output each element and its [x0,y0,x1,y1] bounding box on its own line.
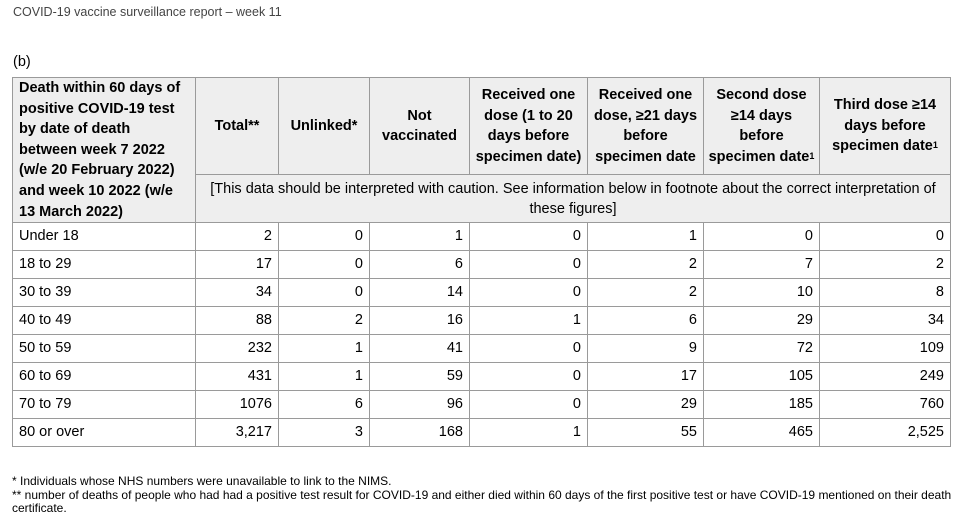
column-header-one-dose-1-20: Received one dose (1 to 20 days before specimen date) [470,78,588,175]
footnote-unlinked: * Individuals whose NHS numbers were unavailable to link to the NIMS. [12,474,392,488]
value-cell: 3,217 [196,419,279,447]
value-cell: 41 [370,335,470,363]
not-vaccinated-label: Not vaccinated [382,107,457,145]
column-header-total: Total** [196,78,279,175]
value-cell: 185 [704,391,820,419]
age-group-cell: 18 to 29 [13,251,196,279]
column-header-second-dose [704,78,820,175]
column-header-not-vaccinated [370,78,470,175]
value-cell: 1 [370,223,470,251]
table-row [13,279,951,307]
value-cell: 34 [820,307,951,335]
value-cell: 0 [279,279,370,307]
row-header-description: Death within 60 days of positive COVID-19 test by date of death between week 7 2022 (w/e 20 February 2022) and week 10 2022 (w/e 13 March 2022) [13,78,196,223]
value-cell: 1 [279,335,370,363]
value-cell: 760 [820,391,951,419]
value-cell: 72 [704,335,820,363]
value-cell: 10 [704,279,820,307]
value-cell: 88 [196,307,279,335]
value-cell: 34 [196,279,279,307]
value-cell: 2 [588,251,704,279]
value-cell: 6 [370,251,470,279]
value-cell: 109 [820,335,951,363]
table-row [13,391,951,419]
column-header-row [13,78,951,175]
value-cell: 29 [588,391,704,419]
age-group-cell: 40 to 49 [13,307,196,335]
value-cell: 0 [470,223,588,251]
value-cell: 1076 [196,391,279,419]
value-cell: 6 [279,391,370,419]
age-group-cell: 50 to 59 [13,335,196,363]
caution-note: [This data should be interpreted with caution. See information below in footnote about the correct interpretation of these figures] [196,175,951,223]
age-group-cell: 60 to 69 [13,363,196,391]
value-cell: 6 [588,307,704,335]
value-cell: 249 [820,363,951,391]
value-cell: 0 [470,279,588,307]
value-cell: 9 [588,335,704,363]
second-dose-label: Second dose ≥14 days before specimen date [708,86,810,165]
value-cell: 16 [370,307,470,335]
footnote-total: ** number of deaths of people who had had a positive test result for COVID-19 and either died within 60 days of the first positive test or have COVID-19 mentioned on their death certificate. [12,487,952,515]
table-body [13,223,951,447]
value-cell: 0 [470,251,588,279]
age-group-cell: 70 to 79 [13,391,196,419]
value-cell: 232 [196,335,279,363]
value-cell: 59 [370,363,470,391]
value-cell: 168 [370,419,470,447]
third-dose-footnote-marker: 1 [932,140,938,151]
value-cell: 29 [704,307,820,335]
value-cell: 8 [820,279,951,307]
vaccine-deaths-table [12,77,951,447]
value-cell: 1 [279,363,370,391]
table-row [13,335,951,363]
value-cell: 0 [820,223,951,251]
value-cell: 0 [279,251,370,279]
age-group-cell: 30 to 39 [13,279,196,307]
column-header-third-dose [820,78,951,175]
table-row [13,363,951,391]
value-cell: 3 [279,419,370,447]
table-row [13,223,951,251]
column-header-unlinked: Unlinked* [279,78,370,175]
value-cell: 2 [588,279,704,307]
value-cell: 2 [196,223,279,251]
value-cell: 0 [470,335,588,363]
value-cell: 465 [704,419,820,447]
value-cell: 17 [588,363,704,391]
age-group-cell: Under 18 [13,223,196,251]
section-label: (b) [13,54,31,70]
value-cell: 2 [279,307,370,335]
value-cell: 1 [470,419,588,447]
column-header-one-dose-21: Received one dose, ≥21 days before specimen date [588,78,704,175]
second-dose-footnote-marker: 1 [809,150,815,161]
value-cell: 0 [470,363,588,391]
value-cell: 1 [588,223,704,251]
value-cell: 0 [279,223,370,251]
value-cell: 105 [704,363,820,391]
value-cell: 0 [470,391,588,419]
value-cell: 7 [704,251,820,279]
table-row [13,251,951,279]
table-row [13,419,951,447]
value-cell: 17 [196,251,279,279]
value-cell: 2,525 [820,419,951,447]
value-cell: 55 [588,419,704,447]
table-row [13,307,951,335]
report-title: COVID-19 vaccine surveillance report – week 11 [13,5,282,19]
value-cell: 14 [370,279,470,307]
third-dose-label: Third dose ≥14 days before specimen date [832,97,937,155]
value-cell: 431 [196,363,279,391]
value-cell: 1 [470,307,588,335]
value-cell: 96 [370,391,470,419]
value-cell: 2 [820,251,951,279]
age-group-cell: 80 or over [13,419,196,447]
value-cell: 0 [704,223,820,251]
footnotes [12,475,957,516]
